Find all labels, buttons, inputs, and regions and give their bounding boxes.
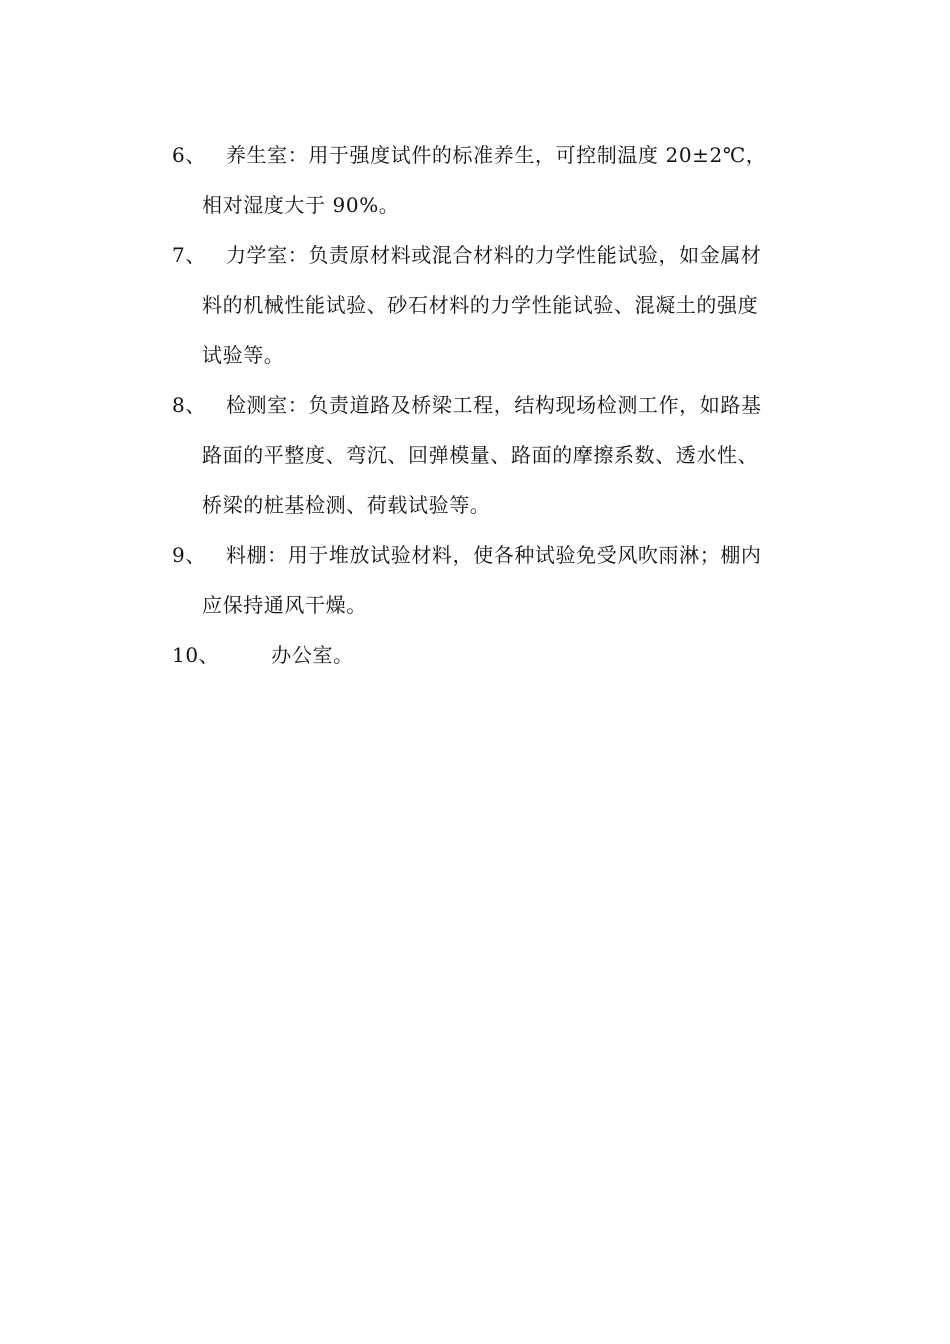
- list-item-text: 相对湿度大于 90%。: [202, 193, 400, 217]
- list-item-text: 办公室。: [271, 643, 354, 667]
- list-item-line: [172, 380, 812, 430]
- list-item-8: [172, 380, 812, 530]
- list-item-line: [172, 230, 812, 280]
- list-item-text: 养生室：用于强度试件的标准养生，可控制温度 20±2℃，: [225, 143, 767, 167]
- list-item-number: 8、: [172, 393, 206, 417]
- list-item-text: 力学室：负责原材料或混合材料的力学性能试验，如金属材: [225, 243, 762, 267]
- list-item-9: [172, 530, 812, 630]
- list-item-number: 10、: [172, 643, 220, 667]
- list-item-number: 7、: [172, 243, 206, 267]
- list-item-line: [172, 530, 812, 580]
- numbered-list: [172, 130, 812, 680]
- list-item-text: 试验等。: [202, 343, 285, 367]
- list-item-text: 料的机械性能试验、砂石材料的力学性能试验、混凝土的强度: [202, 293, 759, 317]
- list-item-text: 检测室：负责道路及桥梁工程，结构现场检测工作，如路基: [225, 393, 762, 417]
- list-item-text: 路面的平整度、弯沉、回弹模量、路面的摩擦系数、透水性、: [202, 443, 759, 467]
- list-item-line: [172, 130, 812, 180]
- list-item-number: 6、: [172, 143, 206, 167]
- list-item-text: 应保持通风干燥。: [202, 593, 367, 617]
- list-item-number: 9、: [172, 543, 206, 567]
- list-item-text: 桥梁的桩基检测、荷载试验等。: [202, 493, 491, 517]
- list-item-10: [172, 630, 812, 680]
- list-item-6: [172, 130, 812, 230]
- list-item-text: 料棚：用于堆放试验材料，使各种试验免受风吹雨淋；棚内: [225, 543, 762, 567]
- list-item-line: [172, 630, 812, 680]
- list-item-7: [172, 230, 812, 380]
